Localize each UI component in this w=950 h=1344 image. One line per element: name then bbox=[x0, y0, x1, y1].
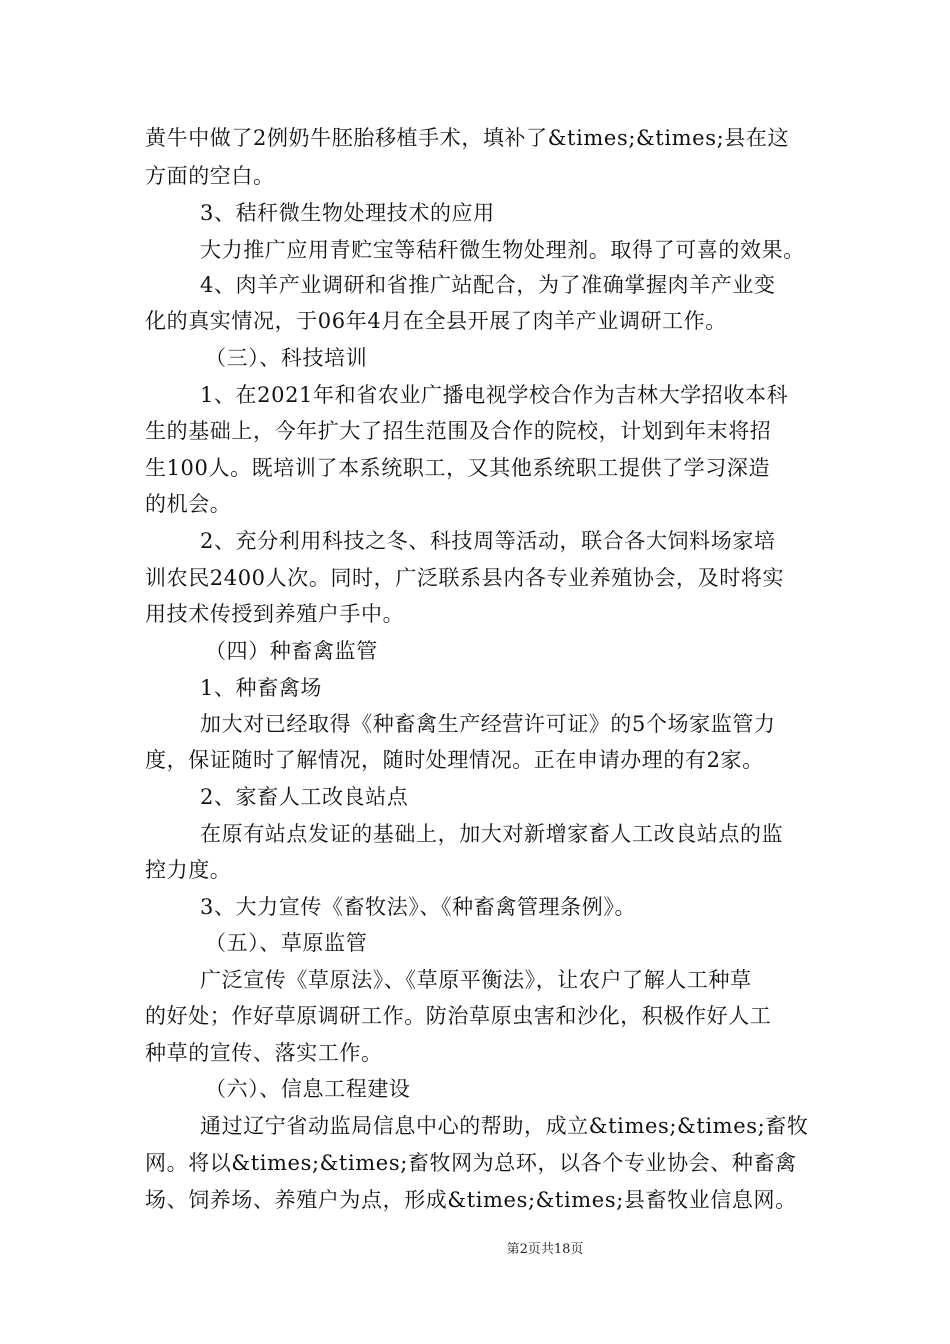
text-line-6: 化的真实情况，于06年4月在全县开展了肉羊产业调研工作。 bbox=[145, 309, 727, 333]
page-footer bbox=[0, 1240, 950, 1260]
text-line-1: 黄牛中做了2例奶牛胚胎移植手术，填补了&times;&times;县在这 bbox=[145, 126, 790, 150]
text-line-30: 场、饲养场、养殖户为点，形成&times;&times;县畜牧业信息网。 bbox=[145, 1188, 797, 1212]
text-line-29: 网。将以&times;&times;畜牧网为总环，以各个专业协会、种畜禽 bbox=[145, 1151, 797, 1175]
text-line-2: 方面的空白。 bbox=[145, 164, 275, 188]
text-line-17: 加大对已经取得《种畜禽生产经营许可证》的5个场家监管力 bbox=[200, 712, 776, 736]
section-heading-grassland: （五）、草原监管 bbox=[205, 931, 368, 955]
text-line-26: 种草的宣传、落实工作。 bbox=[145, 1041, 383, 1065]
section-heading-livestock: （四）种畜禽监管 bbox=[205, 639, 378, 663]
text-line-20: 在原有站点发证的基础上，加大对新增家畜人工改良站点的监 bbox=[200, 822, 784, 846]
section-heading-information: （六）、信息工程建设 bbox=[205, 1077, 411, 1101]
section-heading-training: （三）、科技培训 bbox=[205, 346, 368, 370]
text-line-13: 训农民2400人次。同时，广泛联系县内各专业养殖协会，及时将实 bbox=[145, 566, 785, 590]
text-line-14: 用技术传授到养殖户手中。 bbox=[145, 602, 405, 626]
text-line-25: 的好处；作好草原调研工作。防治草原虫害和沙化，积极作好人工 bbox=[145, 1004, 772, 1028]
text-line-8: 1、在2021年和省农业广播电视学校合作为吉林大学招收本科 bbox=[200, 383, 789, 407]
text-line-4: 大力推广应用青贮宝等秸秆微生物处理剂。取得了可喜的效果。 bbox=[200, 238, 805, 262]
text-line-5: 4、肉羊产业调研和省推广站配合，为了准确掌握肉羊产业变 bbox=[200, 273, 776, 297]
page-number: 第2页共18页 bbox=[506, 1242, 584, 1257]
text-line-22: 3、大力宣传《畜牧法》、《种畜禽管理条例》。 bbox=[200, 895, 637, 919]
text-line-10: 生100人。既培训了本系统职工，又其他系统职工提供了学习深造 bbox=[145, 456, 771, 480]
text-line-18: 度，保证随时了解情况，随时处理情况。正在申请办理的有2家。 bbox=[145, 748, 764, 772]
section-heading-straw-tech: 3、秸秆微生物处理技术的应用 bbox=[200, 201, 495, 225]
text-line-12: 2、充分利用科技之冬、科技周等活动，联合各大饲料场家培 bbox=[200, 529, 776, 553]
subheading-improvement-station: 2、家畜人工改良站点 bbox=[200, 785, 409, 809]
text-line-11: 的机会。 bbox=[145, 492, 232, 516]
text-line-21: 控力度。 bbox=[145, 858, 232, 882]
text-line-28: 通过辽宁省动监局信息中心的帮助，成立&times;&times;畜牧 bbox=[200, 1114, 809, 1138]
text-line-9: 生的基础上，今年扩大了招生范围及合作的院校，计划到年末将招 bbox=[145, 419, 772, 443]
subheading-breeding-farm: 1、种畜禽场 bbox=[200, 676, 322, 700]
text-line-24: 广泛宣传《草原法》、《草原平衡法》，让农户了解人工种草 bbox=[200, 968, 752, 992]
